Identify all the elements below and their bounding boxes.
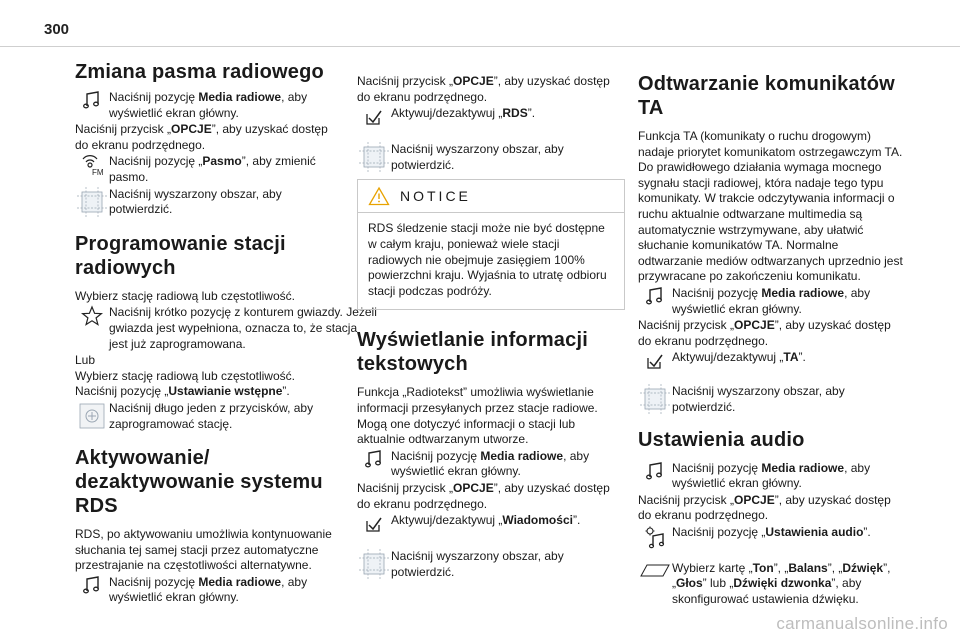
paragraph-options: Naciśnij przycisk „OPCJE”, aby uzyskać dostęp do ekranu podrzędnego. xyxy=(638,318,891,348)
music-note-icon xyxy=(75,90,109,120)
page-number: 300 xyxy=(44,21,70,38)
step-confirm xyxy=(638,384,906,415)
music-note-icon xyxy=(638,461,672,491)
step-toggle-rds xyxy=(357,106,625,136)
paragraph-or: Lub xyxy=(75,353,96,368)
svg-text:FM: FM xyxy=(92,168,104,177)
paragraph-options: Naciśnij przycisk „OPCJE”, aby uzyskać dostęp do ekranu podrzędnego. xyxy=(75,122,328,152)
step-text: Naciśnij pozycję Media radiowe, aby wyświetlić ekran główny. xyxy=(109,574,308,605)
grey-area-icon xyxy=(638,384,672,414)
checkbox-icon xyxy=(357,106,391,136)
step-media-radio xyxy=(638,461,906,492)
step-toggle-ta xyxy=(638,350,906,380)
step-toggle-news xyxy=(357,513,625,543)
heading-radiotext: Wyświetlanie informacji tekstowych xyxy=(357,329,588,376)
paragraph: Wybierz stację radiową lub częstotliwość. xyxy=(75,368,295,383)
step-text: Naciśnij pozycję Media radiowe, aby wyświetlić ekran główny. xyxy=(109,90,308,120)
paragraph: RDS, po aktywowaniu umożliwia kontynuowanie słuchania tej samej stacji przez automatyczne przestrajanie na częstotliwości alternatywne. xyxy=(75,527,332,573)
music-note-icon xyxy=(638,286,672,316)
audio-settings-icon xyxy=(638,525,672,555)
step-text: Aktywuj/dezaktywuj „Wiadomości”. xyxy=(391,513,581,528)
step-select-tab xyxy=(638,561,906,608)
column-3 xyxy=(638,60,906,609)
header-divider xyxy=(0,46,960,47)
paragraph-options: Naciśnij przycisk „OPCJE”, aby uzyskać dostęp do ekranu podrzędnego. xyxy=(357,74,610,104)
notice-title: NOTICE xyxy=(400,188,471,205)
step-media-radio xyxy=(357,449,625,480)
preset-plus-icon xyxy=(75,401,109,431)
grey-area-icon xyxy=(357,142,391,172)
step-media-radio xyxy=(75,90,343,121)
music-note-icon xyxy=(75,575,109,605)
step-text: Wybierz kartę „Ton”, „Balans”, „Dźwięk”, „Głos” lub „Dźwięki dzwonka”, aby skonfigurować ustawienia dźwięku. xyxy=(672,560,891,607)
step-confirm xyxy=(357,549,625,580)
fm-radio-icon xyxy=(75,154,109,184)
step-media-radio xyxy=(638,286,906,317)
notice-header xyxy=(358,180,624,213)
step-text: Naciśnij pozycję Media radiowe, aby wyświetlić ekran główny. xyxy=(672,460,871,491)
step-confirm xyxy=(75,187,343,218)
heading-band-change: Zmiana pasma radiowego xyxy=(75,61,324,83)
music-note-icon xyxy=(357,449,391,479)
notice-text: RDS śledzenie stacji może nie być dostępne w całym kraju, ponieważ wiele stacji radiowych nie obejmuje zasięgiem 100% powierzchni kraju. Wyjaśnia to utratę odbioru stacji podczas podróży. xyxy=(368,221,607,298)
grey-area-icon xyxy=(75,187,109,217)
warning-triangle-icon xyxy=(368,186,390,206)
paragraph: Funkcja TA (komunikaty o ruchu drogowym) nadaje priorytet komunikatom ostrzegawczym TA. Do prawidłowego działania wymaga mocnego sygnału stacji radiowej, która nadaje tego typu komunikaty. W trakcie odczytywania informacji o ruchu aktualnie odtwarzane multimedia są automatycznie wstrzymywane, aby ułatwić słuchanie komunikatów TA. Normalne odtwarzanie mediów odtwarzanych uprzednio jest przywracane po zakończeniu komunikatu. xyxy=(638,129,903,284)
step-text: Naciśnij wyszarzony obszar, aby potwierdzić. xyxy=(109,186,282,217)
star-outline-icon xyxy=(75,305,109,335)
heading-audio-settings: Ustawienia audio xyxy=(638,428,805,451)
step-text: Naciśnij wyszarzony obszar, aby potwierdzić. xyxy=(672,384,845,414)
step-text: Naciśnij pozycję Media radiowe, aby wyświetlić ekran główny. xyxy=(391,448,590,479)
heading-ta: Odtwarzanie komunikatów TA xyxy=(638,73,895,119)
tab-shape-icon xyxy=(638,561,672,591)
column-2 xyxy=(357,74,625,581)
step-long-press xyxy=(75,401,343,432)
paragraph-preset: Naciśnij pozycję „Ustawianie wstępne”. xyxy=(75,384,290,399)
checkbox-icon xyxy=(357,513,391,543)
grey-area-icon xyxy=(357,549,391,579)
step-audio-settings xyxy=(638,525,906,555)
notice-box xyxy=(357,179,625,310)
paragraph: Funkcja „Radiotekst” umożliwia wyświetlanie informacji przesyłanych przez stacje radiowe. Mogą one dotyczyć informacji o stacji lub aktualnie odtwarzanym utworze. xyxy=(357,385,598,447)
page-header xyxy=(0,0,960,44)
step-band xyxy=(75,154,343,185)
step-text: Naciśnij pozycję „Pasmo”, aby zmienić pasmo. xyxy=(109,154,316,184)
heading-station-programming: Programowanie stacji radiowych xyxy=(75,232,286,279)
step-text: Naciśnij pozycję „Ustawienia audio”. xyxy=(672,524,871,539)
column-1 xyxy=(75,60,377,607)
step-text: Aktywuj/dezaktywuj „RDS”. xyxy=(391,106,536,121)
step-text: Naciśnij długo jeden z przycisków, aby zaprogramować stację. xyxy=(109,400,314,431)
checkbox-icon xyxy=(638,350,672,380)
paragraph-options: Naciśnij przycisk „OPCJE”, aby uzyskać dostęp do ekranu podrzędnego. xyxy=(638,492,891,523)
step-star xyxy=(75,305,377,352)
step-media-radio xyxy=(75,575,343,606)
step-text: Aktywuj/dezaktywuj „TA”. xyxy=(672,350,806,365)
step-text: Naciśnij wyszarzony obszar, aby potwierdzić. xyxy=(391,142,564,172)
watermark-text: carmanualsonline.info xyxy=(776,614,948,633)
step-text: Naciśnij krótko pozycję z konturem gwiazdy. Jeżeli gwiazda jest wypełniona, oznacza to, że stacja jest już zaprogramowana. xyxy=(109,305,377,351)
paragraph-options: Naciśnij przycisk „OPCJE”, aby uzyskać dostęp do ekranu podrzędnego. xyxy=(357,480,610,511)
step-confirm xyxy=(357,142,625,173)
heading-rds: Aktywowanie/ dezaktywowanie systemu RDS xyxy=(75,447,323,518)
step-text: Naciśnij pozycję Media radiowe, aby wyświetlić ekran główny. xyxy=(672,285,871,316)
step-text: Naciśnij wyszarzony obszar, aby potwierdzić. xyxy=(391,549,564,579)
paragraph: Wybierz stację radiową lub częstotliwość. xyxy=(75,288,295,303)
